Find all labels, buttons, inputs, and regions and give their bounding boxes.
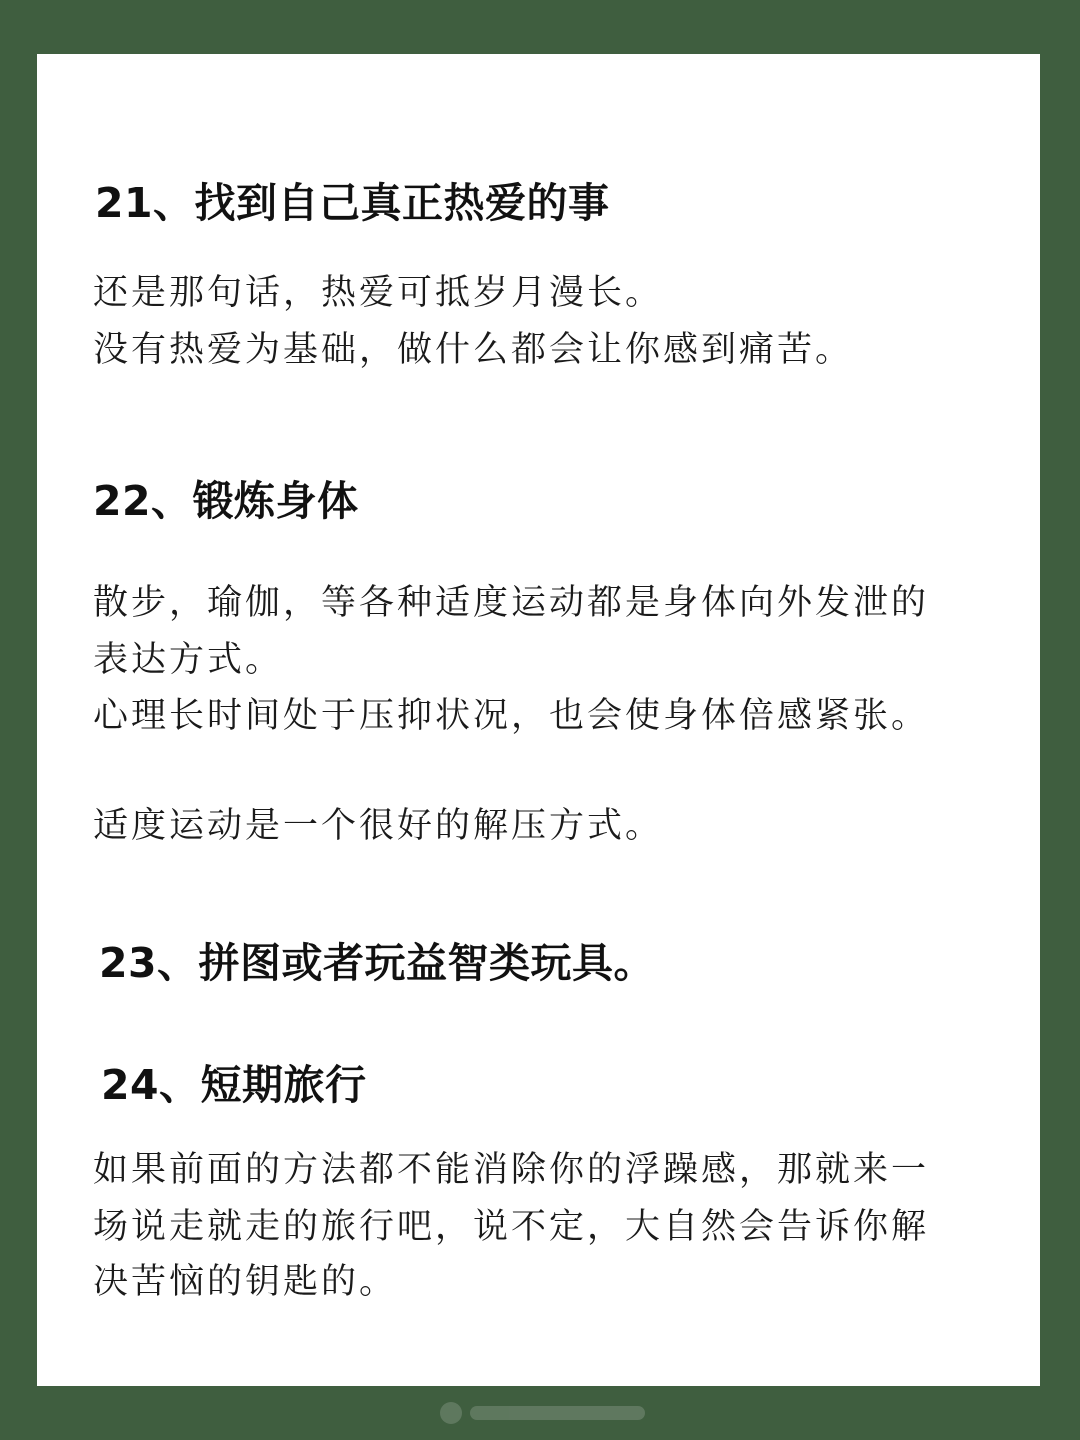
watermark-logo-icon (440, 1402, 462, 1424)
section-heading-24: 24、短期旅行 (101, 1061, 367, 1109)
content-card (37, 54, 1040, 1386)
section-22-line-2: 表达方式。 (93, 640, 284, 680)
section-22-line-3: 心理长时间处于压抑状况，也会使身体倍感紧张。 (93, 696, 930, 736)
section-22-line-4: 适度运动是一个很好的解压方式。 (93, 806, 664, 846)
section-21-line-1: 还是那句话，热爱可抵岁月漫长。 (93, 273, 664, 313)
watermark-blurred-text (470, 1406, 645, 1420)
section-24-line-2: 场说走就走的旅行吧，说不定，大自然会告诉你解 (93, 1207, 930, 1247)
section-heading-22: 22、锻炼身体 (93, 477, 359, 525)
watermark (440, 1398, 650, 1428)
section-24-line-3: 决苦恼的钥匙的。 (93, 1262, 398, 1302)
section-heading-23: 23、拼图或者玩益智类玩具。 (99, 939, 656, 987)
section-22-line-1: 散步，瑜伽，等各种适度运动都是身体向外发泄的 (93, 583, 930, 623)
section-24-line-1: 如果前面的方法都不能消除你的浮躁感，那就来一 (93, 1150, 930, 1190)
section-heading-21: 21、找到自己真正热爱的事 (95, 179, 610, 227)
section-21-line-2: 没有热爱为基础，做什么都会让你感到痛苦。 (93, 330, 854, 370)
